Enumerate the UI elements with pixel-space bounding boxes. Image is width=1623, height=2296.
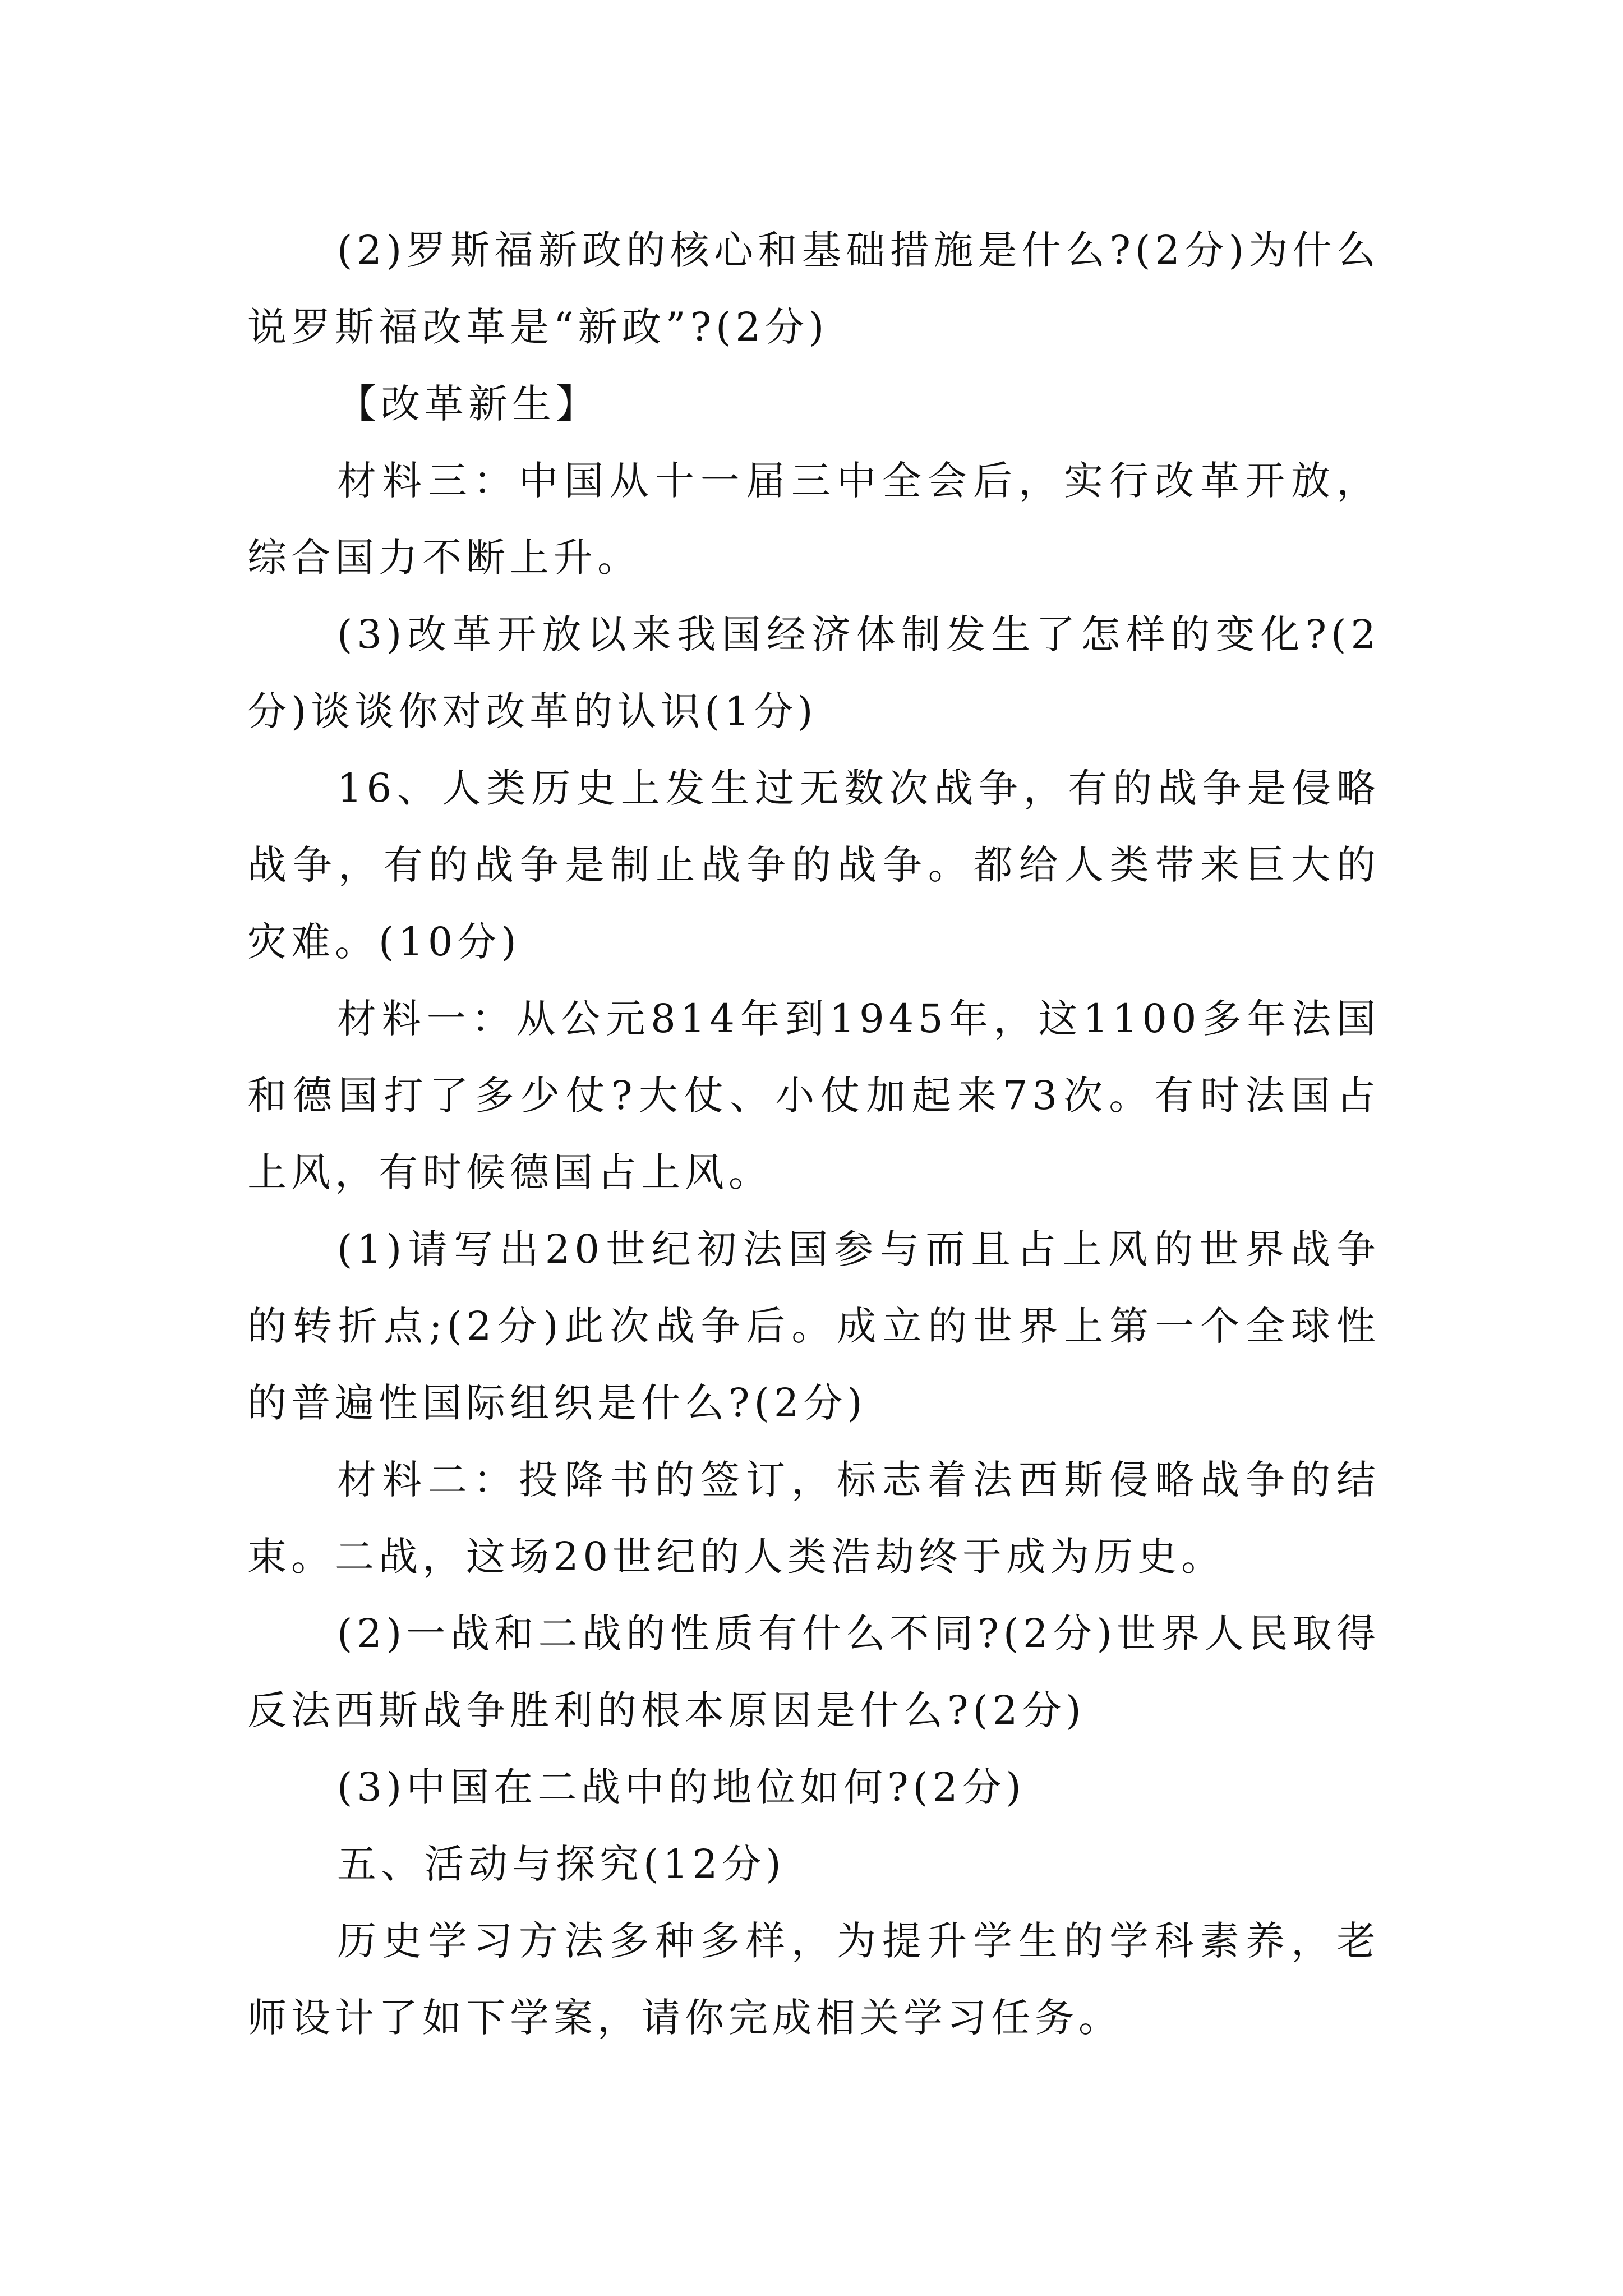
question-3-reform-opening: (3)改革开放以来我国经济体制发生了怎样的变化?(2分)谈谈你对改革的认识(1分) <box>247 611 1380 734</box>
material-two: 材料二：投降书的签订，标志着法西斯侵略战争的结束。二战，这场20世纪的人类浩劫终于成为历史。 <box>247 1457 1380 1580</box>
section-five-title: 五、活动与探究(12分) <box>337 1841 786 1887</box>
material-three: 材料三：中国从十一届三中全会后，实行改革开放，综合国力不断上升。 <box>247 458 1380 581</box>
question-3-china-status: (3)中国在二战中的地位如何?(2分) <box>337 1764 1026 1810</box>
question-1-world-war: (1)请写出20世纪初法国参与而且占上风的世界战争的转折点;(2分)此次战争后。成立的世界上第一个全球性的普遍性国际组织是什么?(2分) <box>247 1226 1380 1426</box>
material-one: 材料一：从公元814年到1945年，这1100多年法国和德国打了多少仗?大仗、小仗加起来73次。有时法国占上风，有时候德国占上风。 <box>247 996 1380 1195</box>
activity-description: 历史学习方法多种多样，为提升学生的学科素养，老师设计了如下学案，请你完成相关学习任务。 <box>247 1918 1380 2041</box>
question-2-new-deal: (2)罗斯福新政的核心和基础措施是什么?(2分)为什么说罗斯福改革是“新政”?(2分) <box>247 227 1380 350</box>
section-heading-reform: 【改革新生】 <box>337 381 600 427</box>
question-2-war-nature: (2)一战和二战的性质有什么不同?(2分)世界人民取得反法西斯战争胜利的根本原因是什么?(2分) <box>247 1611 1380 1733</box>
document-body <box>247 212 1380 2056</box>
question-16-intro: 16、人类历史上发生过无数次战争，有的战争是侵略战争，有的战争是制止战争的战争。都给人类带来巨大的灾难。(10分) <box>247 765 1380 965</box>
